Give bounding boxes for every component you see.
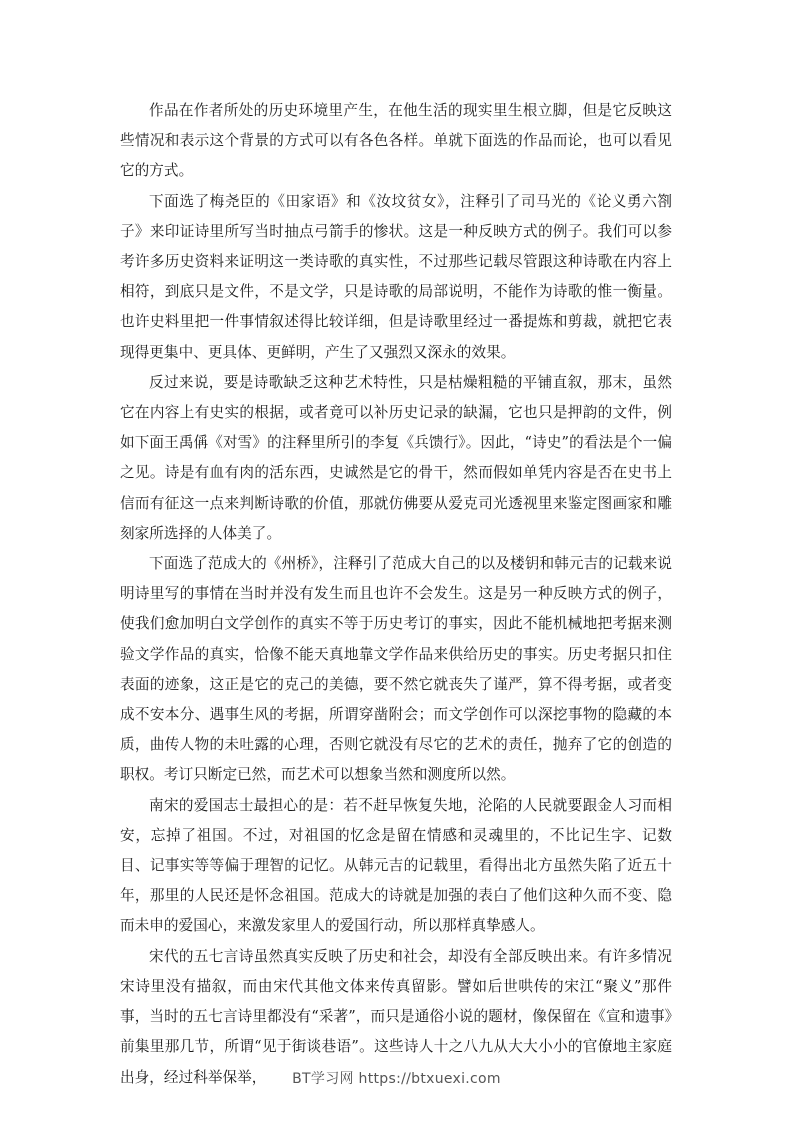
paragraph-6: 宋代的五七言诗虽然真实反映了历史和社会，却没有全部反映出来。有许多情况宋诗里没有描叙，而由宋代其他文体来传真留影。譬如后世哄传的宋江“聚义”那件事，当时的五七言诗里都没有“采著”，而只是通俗小说的题材，像保留在《宣和遗事》前集里那几节，所谓“见于街谈巷语”。这些诗人十之八九从大大小小的官僚地主家庭出身，经过科举保举， (120, 947, 672, 1086)
paragraph-1: 作品在作者所处的历史环境里产生，在他生活的现实里生根立脚，但是它反映这些情况和表示这个背景的方式可以有各色各样。单就下面选的作品而论，也可以看见它的方式。 (120, 102, 672, 180)
paragraph-4: 下面选了范成大的《州桥》，注释引了范成大自己的以及楼钥和韩元吉的记载来说明诗里写的事情在当时并没有发生而且也许不会发生。这是另一种反映方式的例子，使我们愈加明白文学创作的真实不等于历史考订的事实，因此不能机械地把考据来测验文学作品的真实，恰像不能天真地靠文学作品来供给历史的事实。历史考据只扣住表面的迹象，这正是它的克己的美德，要不然它就丧失了谨严，算不得考据，或者变成不安本分、遇事生风的考据，所谓穿凿附会；而文学创作可以深挖事物的隐藏的本质，曲传人物的未吐露的心理，否则它就没有尽它的艺术的责任，抛弃了它的创造的职权。考订只断定已然，而艺术可以想象当然和测度所以然。 (120, 555, 672, 784)
paragraph-3: 反过来说，要是诗歌缺乏这种艺术特性，只是枯燥粗糙的平铺直叙，那末，虽然它在内容上有史实的根据，或者竟可以补历史记录的缺漏，它也只是押韵的文件，例如下面王禹偁《对雪》的注释里所引的李复《兵馈行》。因此，“诗史”的看法是个一偏之见。诗是有血有肉的活东西，史诚然是它的骨干，然而假如单凭内容是否在史书上信而有征这一点来判断诗歌的价值，那就仿佛要从爱克司光透视里来鉴定图画家和雕刻家所选择的人体美了。 (120, 373, 672, 542)
paragraph-5: 南宋的爱国志士最担心的是：若不赶早恢复失地，沦陷的人民就要跟金人习而相安，忘掉了祖国。不过，对祖国的忆念是留在情感和灵魂里的，不比记生字、记数目、记事实等等偏于理智的记忆。从韩元吉的记载里，看得出北方虽然失陷了近五十年，那里的人民还是怀念祖国。范成大的诗就是加强的表白了他们这种久而不变、隐而未申的爱国心，来激发家里人的爱国行动，所以那样真挚感人。 (120, 796, 672, 935)
document-body (120, 96, 672, 1093)
paragraph-2: 下面选了梅尧臣的《田家语》和《汝坟贫女》，注释引了司马光的《论义勇六劄子》来印证诗里所写当时抽点弓箭手的惨状。这是一种反映方式的例子。我们可以参考许多历史资料来证明这一类诗歌的真实性，不过那些记载尽管跟这种诗歌在内容上相符，到底只是文件，不是文学，只是诗歌的局部说明，不能作为诗歌的惟一衡量。也许史料里把一件事情叙述得比较详细，但是诗歌里经过一番提炼和剪裁，就把它表现得更集中、更具体、更鲜明，产生了又强烈又深永的效果。 (120, 192, 672, 361)
page-footer: BT学习网 https://btxuexi.com (292, 1071, 501, 1087)
